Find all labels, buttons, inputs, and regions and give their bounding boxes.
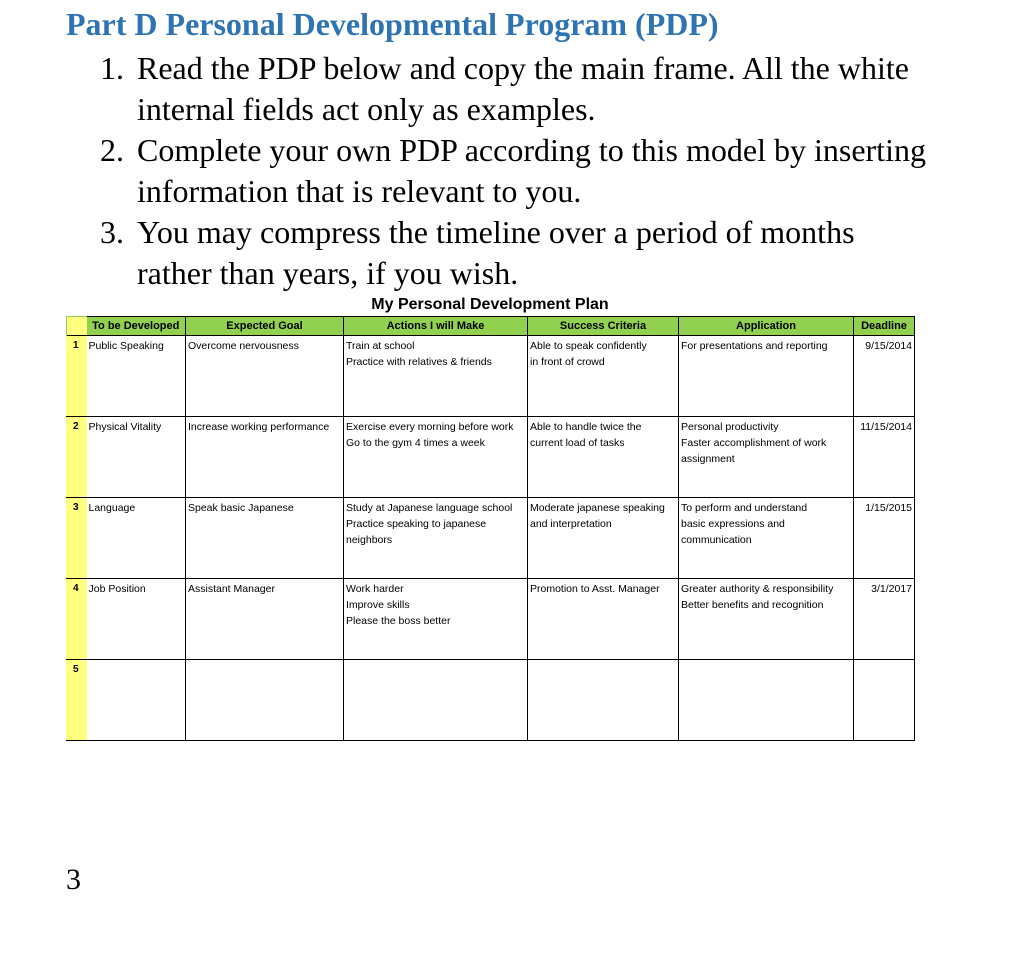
cell-line: Faster accomplishment of work: [681, 437, 827, 449]
header-actions: Actions I will Make: [344, 317, 528, 336]
pdp-table-title: My Personal Development Plan: [371, 296, 609, 313]
cell-application: [679, 498, 854, 579]
row-number: 2: [67, 417, 87, 498]
cell-line: Better benefits and recognition: [681, 599, 824, 611]
cell-line: Personal productivity: [681, 421, 779, 433]
cell-deadline: [854, 660, 915, 741]
cell-application: [679, 579, 854, 660]
cell-line: Exercise every morning before work: [346, 421, 514, 433]
instruction-item: [100, 212, 930, 294]
table-row: [67, 336, 915, 417]
cell-line: Moderate japanese speaking: [530, 502, 665, 514]
row-number: 3: [67, 498, 87, 579]
cell-line: in front of crowd: [530, 356, 605, 368]
instruction-text: You may compress the timeline over a period of months rather than years, if you wish.: [137, 214, 855, 291]
cell-to-be-developed: Job Position: [87, 579, 186, 660]
table-row: [67, 498, 915, 579]
cell-expected-goal: Speak basic Japanese: [186, 498, 344, 579]
cell-to-be-developed: [87, 660, 186, 741]
header-to-be-developed: To be Developed: [87, 317, 186, 336]
row-number: 1: [67, 336, 87, 417]
cell-line: Go to the gym 4 times a week: [346, 437, 485, 449]
page-title: Part D Personal Developmental Program (PDP): [66, 6, 719, 42]
cell-to-be-developed: Physical Vitality: [87, 417, 186, 498]
cell-expected-goal: [186, 660, 344, 741]
row-number: 4: [67, 579, 87, 660]
page-number: 3: [66, 863, 81, 896]
cell-line: To perform and understand: [681, 502, 808, 514]
cell-success-criteria: [528, 498, 679, 579]
cell-actions: [344, 660, 528, 741]
instruction-item: [100, 130, 930, 212]
instruction-text: Complete your own PDP according to this model by inserting information that is relevant to you.: [137, 132, 926, 209]
cell-expected-goal: Assistant Manager: [186, 579, 344, 660]
cell-line: Practice speaking to japanese: [346, 518, 487, 530]
cell-success-criteria: [528, 579, 679, 660]
cell-line: current load of tasks: [530, 437, 625, 449]
cell-success-criteria: [528, 417, 679, 498]
header-number-cell: [67, 317, 87, 336]
cell-success-criteria: [528, 660, 679, 741]
cell-actions: [344, 498, 528, 579]
cell-line: and interpretation: [530, 518, 612, 530]
pdp-table: [66, 316, 915, 741]
cell-line: basic expressions and: [681, 518, 785, 530]
cell-to-be-developed: Public Speaking: [87, 336, 186, 417]
cell-application: [679, 417, 854, 498]
table-row: [67, 417, 915, 498]
cell-line: Study at Japanese language school: [346, 502, 513, 514]
cell-line: Promotion to Asst. Manager: [530, 583, 660, 595]
row-number: 5: [67, 660, 87, 741]
cell-actions: [344, 336, 528, 417]
table-row: [67, 660, 915, 741]
cell-line: Train at school: [346, 340, 415, 352]
table-row: [67, 579, 915, 660]
header-deadline: Deadline: [854, 317, 915, 336]
cell-line: Greater authority & responsibility: [681, 583, 834, 595]
cell-line: For presentations and reporting: [681, 340, 828, 352]
cell-line: communication: [681, 534, 752, 546]
instructions-list: [100, 48, 930, 294]
instruction-item: [100, 48, 930, 130]
cell-application: [679, 336, 854, 417]
header-application: Application: [679, 317, 854, 336]
header-expected-goal: Expected Goal: [186, 317, 344, 336]
instruction-number: 2.: [100, 132, 124, 168]
cell-line: Able to speak confidently: [530, 340, 647, 352]
cell-actions: [344, 579, 528, 660]
cell-deadline: 9/15/2014: [854, 336, 915, 417]
instruction-number: 1.: [100, 50, 124, 86]
cell-line: Improve skills: [346, 599, 410, 611]
cell-actions: [344, 417, 528, 498]
cell-line: Work harder: [346, 583, 404, 595]
cell-expected-goal: Increase working performance: [186, 417, 344, 498]
instruction-number: 3.: [100, 214, 124, 250]
header-success-criteria: Success Criteria: [528, 317, 679, 336]
cell-expected-goal: Overcome nervousness: [186, 336, 344, 417]
cell-line: Please the boss better: [346, 615, 451, 627]
cell-line: assignment: [681, 453, 735, 465]
cell-deadline: 11/15/2014: [854, 417, 915, 498]
cell-application: [679, 660, 854, 741]
cell-line: Practice with relatives & friends: [346, 356, 492, 368]
cell-line: Able to handle twice the: [530, 421, 642, 433]
cell-success-criteria: [528, 336, 679, 417]
instruction-text: Read the PDP below and copy the main frame. All the white internal fields act only as examples.: [137, 50, 909, 127]
cell-line: neighbors: [346, 534, 393, 546]
table-header-row: [67, 317, 915, 336]
cell-to-be-developed: Language: [87, 498, 186, 579]
cell-deadline: 1/15/2015: [854, 498, 915, 579]
cell-deadline: 3/1/2017: [854, 579, 915, 660]
